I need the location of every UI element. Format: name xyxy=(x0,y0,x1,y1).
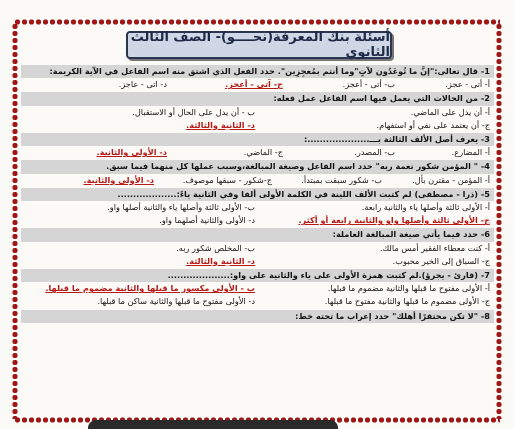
option: د- اتى - عاجز. xyxy=(118,79,167,90)
option: أ- أن يدل على الماضي. xyxy=(410,106,490,117)
question-6-prompt: 6- حدد فيما يأتي صيغة المبالغة العاملة: xyxy=(21,228,494,241)
option: ج- أن يعتمد على نفي أو استفهام. xyxy=(376,119,490,130)
option: ب - أن يدل على الحال أو الاستقبال. xyxy=(132,106,255,117)
option: أ- الأولى ثالثة وأصلها ياء والثانية رابعة. xyxy=(361,202,490,213)
option: ب- الأولى ثالثة وأصلها ياء والثانية أصلها واو. xyxy=(107,202,255,213)
answer-option: ب - الأولى مكسور ما قبلها والثانية مضموم ما قبلها. xyxy=(45,283,255,294)
question-5-options-a xyxy=(21,201,494,214)
page-title: أسئلة بنك المعرفة(نحــــو)- الصف الثالث الثانوي xyxy=(126,31,392,59)
option: ج- السباق إلى الخير محبوب. xyxy=(392,255,490,266)
answer-option: د- الأولى والثانية. xyxy=(83,174,154,185)
answer-option: د- الأولى والثانية. xyxy=(96,147,167,158)
option: ب- المصدر. xyxy=(354,147,395,158)
option: ب- شكور سبقت بمبتدأ. xyxy=(301,174,382,185)
answer-option: ج- آتى - أعجز. xyxy=(225,79,283,90)
answer-option: د- الثانية والثالثة. xyxy=(186,255,255,266)
dotted-border-top xyxy=(14,19,500,25)
option: ج-شكور - سبقها موصوف. xyxy=(182,174,272,185)
question-2-options-b xyxy=(21,119,494,132)
option: أ- المضارع. xyxy=(451,147,490,158)
option: أ- المؤمن - مقترن بأل. xyxy=(412,174,490,185)
question-3-options xyxy=(21,146,494,159)
question-7-options-b xyxy=(21,295,494,308)
option: ج- الماضي. xyxy=(243,147,283,158)
questions-list xyxy=(21,64,494,323)
question-6-options-a xyxy=(21,242,494,255)
question-2-prompt: 2- من الحالات التي يعمل فيها اسم الفاعل عمل فعله: xyxy=(21,92,494,105)
option: أ- كنت معطاء الفقير أمس مالك. xyxy=(379,242,490,253)
overlay-bar xyxy=(88,420,338,429)
question-6-options-b xyxy=(21,255,494,268)
option: د- الأولى مفتوح ما قبلها والثانية ساكن ما قبلها. xyxy=(97,296,255,307)
answer-option: د- الثانية والثالثة. xyxy=(186,119,255,130)
option: أ- الأولى مفتوح ما قبلها والثانية مضموم ما قبلها. xyxy=(327,283,490,294)
question-3-prompt: 3- يعرف أصل الألف الثالثة بـــ....................: xyxy=(21,133,494,146)
answer-option: ج- الأولى ثالثة وأصلها واو والثانية رابعة أو أكثر. xyxy=(298,215,490,226)
option: أ- أتى - عجز. xyxy=(445,79,490,90)
question-5-prompt: 5- (ذرا - مصطفى) لم كتبت الألف اللينة في الكلمة الأولى ألفا وفي الثانية ياءً:................... xyxy=(21,188,494,201)
dotted-border-left xyxy=(12,23,18,419)
question-4-prompt: 4- " المؤمن شكور نعمة ربه" حدد اسم الفاعل وصيغة المبالغة،وسبب عملها كل منهما فيما سبق. xyxy=(21,160,494,173)
question-5-options-b xyxy=(21,214,494,227)
question-8-prompt: 8- "لا تكن محتقرًا أهلك" حدد إعراب ما تحته خط: xyxy=(21,310,494,323)
option: ج- الأولى مضموم ما قبلها والثانية مفتوح ما قبلها. xyxy=(324,296,490,307)
question-2-options-a xyxy=(21,106,494,119)
option: ب- أتى - أعجز. xyxy=(342,79,395,90)
question-1-prompt: 1- قال تعالى:"إنَّ ما تُوعَدُون لآتٍ"وما أنتم بمُعجِزِين". حدد الفعل الذي اشتق منه اسم الفاعل في الآية الكريمة: xyxy=(21,65,494,78)
dotted-border-right xyxy=(496,23,502,419)
question-7-prompt: 7- (قارئ - يجرؤ).لم كتبت همزة الأولى على ياء والثانية على واو:.................... xyxy=(21,269,494,282)
question-1-options xyxy=(21,78,494,91)
question-7-options-a xyxy=(21,282,494,295)
question-4-options xyxy=(21,174,494,187)
option: د- الأولى والثانية أصلهما واو. xyxy=(159,215,255,226)
option: ب- المخلص شكور ربه. xyxy=(176,242,255,253)
